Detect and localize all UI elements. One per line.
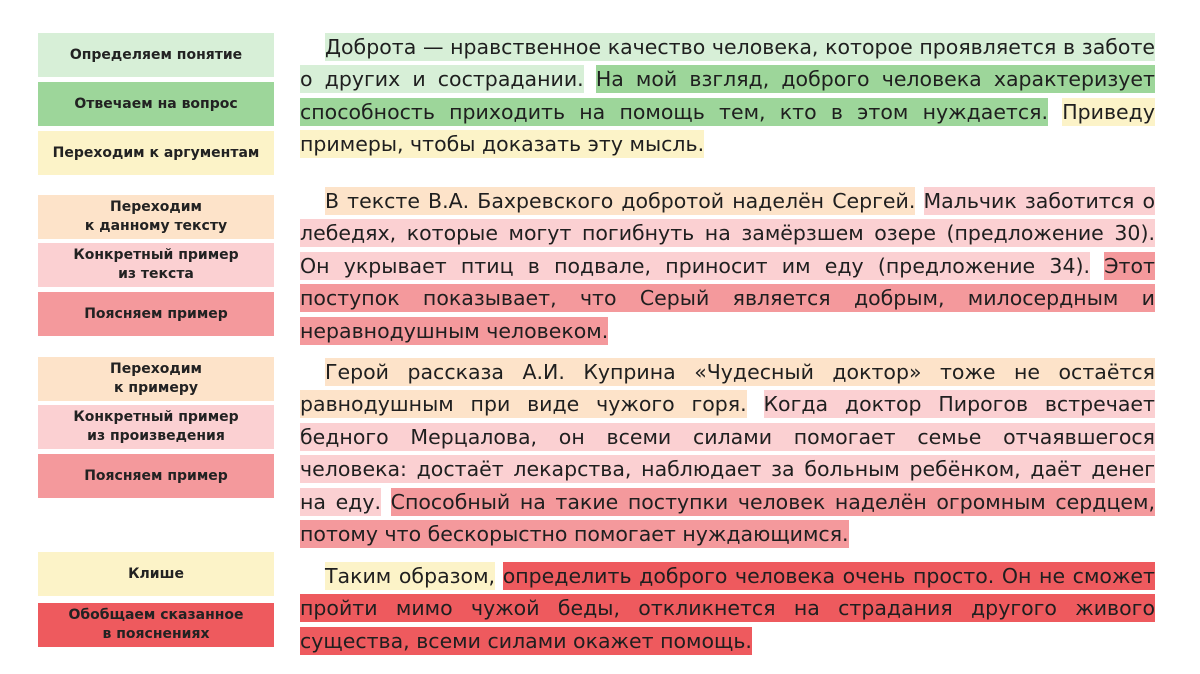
label-to-arguments: Переходим к аргументам (38, 131, 274, 175)
label-summarize: Обобщаем сказанное в пояснениях (38, 603, 274, 647)
segment-to-example: Герой рассказа А.И. Куприна «Чудесный доктор» тоже не остаётся равнодушным при виде чужого горя. (300, 360, 1155, 417)
label-text-example: Конкретный пример из текста (38, 243, 274, 287)
segment-to-text: В тексте В.А. Бахревского добротой наделён Сергей. (325, 189, 916, 213)
paragraph-intro (300, 31, 1155, 161)
segment-explanation-1: Этот поступок показывает, что Серый является добрым, милосердным и неравнодушным человеком. (300, 253, 1155, 343)
label-work-example: Конкретный пример из произведения (38, 405, 274, 449)
paragraph-argument-2 (300, 356, 1155, 550)
label-answer: Отвечаем на вопрос (38, 82, 274, 126)
segment-cliche: Таким образом, (325, 564, 496, 588)
segment-work-example: Когда доктор Пирогов встречает бедного Мерцалова, он всеми силами помогает семье отчаявшегося человека: достаёт лекарства, наблюдает за больным ребёнком, даёт денег на еду. (300, 392, 1155, 514)
label-explain-example-1: Поясняем пример (38, 292, 274, 336)
paragraph-argument-1 (300, 185, 1155, 347)
paragraph-conclusion (300, 560, 1155, 657)
label-define: Определяем понятие (38, 33, 274, 77)
segment-to-arguments: Приведу примеры, чтобы доказать эту мысль. (300, 99, 1155, 157)
label-to-example: Переходим к примеру (38, 357, 274, 401)
label-cliche: Клише (38, 552, 274, 596)
segment-answer: На мой взгляд, доброго человека характеризует способность приходить на помощь тем, кто в этом нуждается. (300, 67, 1155, 124)
segment-explanation-2: Способный на такие поступки человек наделён огромным сердцем, потому что бескорыстно помогает нуждающимся. (300, 489, 1155, 547)
segment-text-example: Мальчик заботится о лебедях, которые могут погибнуть на замёрзшем озере (предложение 30). Он укрывает птиц в подвале, приносит им еду (предложение 34). (300, 189, 1155, 278)
segment-definition: Доброта — нравственное качество человека, которое проявляется в заботе о других и сострадании. (300, 35, 1155, 92)
label-to-text: Переходим к данному тексту (38, 195, 274, 239)
label-explain-example-2: Поясняем пример (38, 454, 274, 498)
segment-summary: определить доброго человека очень просто. Он не сможет пройти мимо чужой беды, откликнется на страдания другого живого существа, всеми силами окажет помощь. (300, 564, 1155, 653)
